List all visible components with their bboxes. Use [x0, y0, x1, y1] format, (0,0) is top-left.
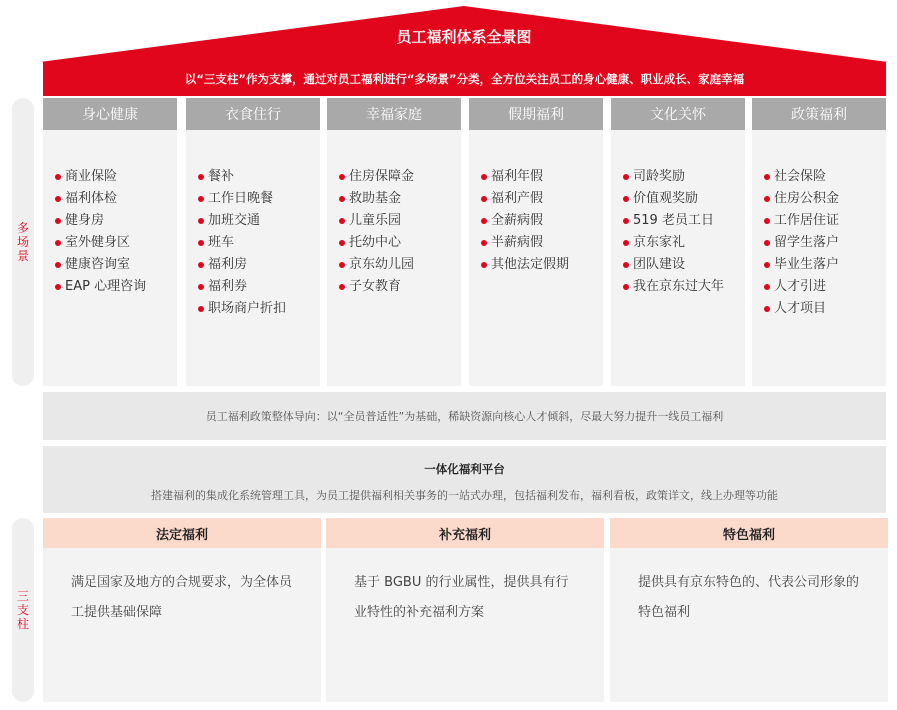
category-item-list: [752, 130, 886, 320]
category-item-text: 半薪病假: [491, 235, 544, 250]
bullet-dot-icon: [55, 262, 61, 268]
bullet-dot-icon: [623, 284, 629, 290]
platform-band: [43, 446, 886, 513]
category-item: [764, 232, 886, 254]
category-item: [198, 232, 320, 254]
category-item: [481, 210, 603, 232]
side-label-scenarios: [12, 98, 34, 386]
category-item: [339, 232, 461, 254]
category-item-text: 社会保险: [774, 169, 827, 184]
bullet-dot-icon: [623, 218, 629, 224]
category-item-text: 我在京东过大年: [633, 279, 725, 294]
pillar-text: 满足国家及地方的合规要求，为全体员工提供基础保障: [71, 575, 293, 620]
category-item-text: 托幼中心: [349, 235, 402, 250]
bullet-dot-icon: [623, 196, 629, 202]
category-item-text: 商业保险: [65, 169, 118, 184]
bullet-dot-icon: [339, 174, 345, 180]
category-item: [339, 276, 461, 298]
category-item-text: 人才项目: [774, 301, 827, 316]
category-item-text: 住房保障金: [349, 169, 415, 184]
category-item-text: 福利券: [208, 279, 248, 294]
category-item-text: 子女教育: [349, 279, 402, 294]
category-item: [55, 232, 177, 254]
category-item-text: 人才引进: [774, 279, 827, 294]
category-item: [198, 210, 320, 232]
category-header: 幸福家庭: [327, 98, 461, 130]
pillar-head: 特色福利: [610, 518, 888, 548]
bullet-dot-icon: [481, 196, 487, 202]
category-item-text: 福利产假: [491, 191, 544, 206]
bullet-dot-icon: [198, 174, 204, 180]
pillar-head: 补充福利: [326, 518, 604, 548]
bullet-dot-icon: [198, 262, 204, 268]
bullet-dot-icon: [764, 284, 770, 290]
category-item: [764, 298, 886, 320]
category-item-text: 福利体检: [65, 191, 118, 206]
category-item: [481, 254, 603, 276]
side-label-pillars: [12, 518, 34, 702]
category-item-text: 班车: [208, 235, 235, 250]
category-column: [611, 98, 745, 386]
category-item-text: 其他法定假期: [491, 257, 570, 272]
bullet-dot-icon: [339, 196, 345, 202]
category-item: [55, 210, 177, 232]
category-item: [55, 254, 177, 276]
category-item: [764, 188, 886, 210]
bullet-dot-icon: [55, 284, 61, 290]
category-item-text: 价值观奖励: [633, 191, 699, 206]
category-item-text: 健康咨询室: [65, 257, 131, 272]
side-label-scenarios-text: 多场景: [16, 221, 29, 263]
subtitle-banner: 以“三支柱”作为支撑，通过对员工福利进行“多场景”分类，全方位关注员工的身心健康、职业成长、家庭幸福: [43, 62, 886, 96]
category-item-text: 加班交通: [208, 213, 261, 228]
bullet-dot-icon: [55, 196, 61, 202]
category-item-text: 工作日晚餐: [208, 191, 274, 206]
bullet-dot-icon: [764, 306, 770, 312]
bullet-dot-icon: [55, 174, 61, 180]
category-item-list: [327, 130, 461, 298]
bullet-dot-icon: [55, 218, 61, 224]
category-item: [339, 188, 461, 210]
platform-title: 一体化福利平台: [424, 462, 505, 476]
category-column: [469, 98, 603, 386]
bullet-dot-icon: [764, 240, 770, 246]
diagram-title: 员工福利体系全景图: [396, 28, 532, 46]
category-item-list: [469, 130, 603, 276]
bullet-dot-icon: [764, 262, 770, 268]
category-item-text: 救助基金: [349, 191, 402, 206]
category-item-text: 京东家礼: [633, 235, 686, 250]
bullet-dot-icon: [764, 174, 770, 180]
category-item: [198, 188, 320, 210]
category-item-text: 福利房: [208, 257, 248, 272]
category-item: [339, 210, 461, 232]
category-item: [764, 166, 886, 188]
category-item-text: 留学生落户: [774, 235, 840, 250]
bullet-dot-icon: [55, 240, 61, 246]
bullet-dot-icon: [339, 262, 345, 268]
bullet-dot-icon: [623, 240, 629, 246]
category-item: [764, 210, 886, 232]
pillar-text: 提供具有京东特色的、代表公司形象的特色福利: [638, 575, 860, 620]
bullet-dot-icon: [623, 262, 629, 268]
category-header: 文化关怀: [611, 98, 745, 130]
category-columns: [43, 98, 886, 386]
category-item: [623, 254, 745, 276]
category-item: [623, 276, 745, 298]
category-item-text: 室外健身区: [65, 235, 131, 250]
bullet-dot-icon: [198, 196, 204, 202]
category-item: [198, 298, 320, 320]
category-item-text: 京东幼儿园: [349, 257, 415, 272]
pillar-featured: [610, 518, 888, 702]
category-item-text: EAP 心理咨询: [65, 279, 147, 294]
category-item-list: [611, 130, 745, 298]
category-item: [198, 254, 320, 276]
category-item: [55, 276, 177, 298]
category-item: [339, 254, 461, 276]
bullet-dot-icon: [623, 174, 629, 180]
bullet-dot-icon: [339, 240, 345, 246]
category-item: [623, 210, 745, 232]
category-item: [764, 254, 886, 276]
category-item-text: 健身房: [65, 213, 105, 228]
platform-description: 搭建福利的集成化系统管理工具，为员工提供福利相关事务的一站式办理，包括福利发布，福利看板，政策详文，线上办理等功能: [151, 489, 778, 502]
category-item: [339, 166, 461, 188]
side-label-pillars-text: 三支柱: [16, 589, 29, 631]
bullet-dot-icon: [481, 262, 487, 268]
category-item: [481, 232, 603, 254]
bullet-dot-icon: [339, 284, 345, 290]
pillar-text: 基于 BGBU 的行业属性，提供具有行业特性的补充福利方案: [354, 575, 569, 620]
category-item: [198, 276, 320, 298]
category-item-text: 餐补: [208, 169, 235, 184]
category-item: [481, 166, 603, 188]
category-item-text: 职场商户折扣: [208, 301, 287, 316]
category-column: [752, 98, 886, 386]
category-item-text: 工作居住证: [774, 213, 840, 228]
category-item: [55, 188, 177, 210]
bullet-dot-icon: [198, 240, 204, 246]
policy-guidance-band: 员工福利政策整体导向：以“全员普适性”为基础，稀缺资源向核心人才倾斜，尽最大努力提升一线员工福利: [43, 392, 886, 440]
category-item-text: 司龄奖励: [633, 169, 686, 184]
category-item-text: 儿童乐园: [349, 213, 402, 228]
category-item-list: [186, 130, 320, 320]
bullet-dot-icon: [481, 218, 487, 224]
bullet-dot-icon: [198, 218, 204, 224]
bullet-dot-icon: [339, 218, 345, 224]
pillar-head: 法定福利: [43, 518, 321, 548]
category-header: 政策福利: [752, 98, 886, 130]
category-item-text: 毕业生落户: [774, 257, 840, 272]
pillar-supplementary: [326, 518, 604, 702]
category-item-text: 住房公积金: [774, 191, 840, 206]
category-item: [623, 188, 745, 210]
category-item: [55, 166, 177, 188]
category-header: 衣食住行: [186, 98, 320, 130]
bullet-dot-icon: [198, 284, 204, 290]
category-column: [327, 98, 461, 386]
category-item-text: 团队建设: [633, 257, 686, 272]
bullet-dot-icon: [481, 240, 487, 246]
bullet-dot-icon: [764, 196, 770, 202]
category-item-list: [43, 130, 177, 298]
category-item-text: 519 老员工日: [633, 213, 714, 228]
category-item: [764, 276, 886, 298]
category-item: [623, 166, 745, 188]
category-item-text: 全薪病假: [491, 213, 544, 228]
category-header: 假期福利: [469, 98, 603, 130]
category-column: [186, 98, 320, 386]
category-item-text: 福利年假: [491, 169, 544, 184]
category-header: 身心健康: [43, 98, 177, 130]
category-column: [43, 98, 177, 386]
bullet-dot-icon: [481, 174, 487, 180]
category-item: [198, 166, 320, 188]
category-item: [481, 188, 603, 210]
pillar-statutory: [43, 518, 321, 702]
bullet-dot-icon: [198, 306, 204, 312]
category-item: [623, 232, 745, 254]
bullet-dot-icon: [764, 218, 770, 224]
